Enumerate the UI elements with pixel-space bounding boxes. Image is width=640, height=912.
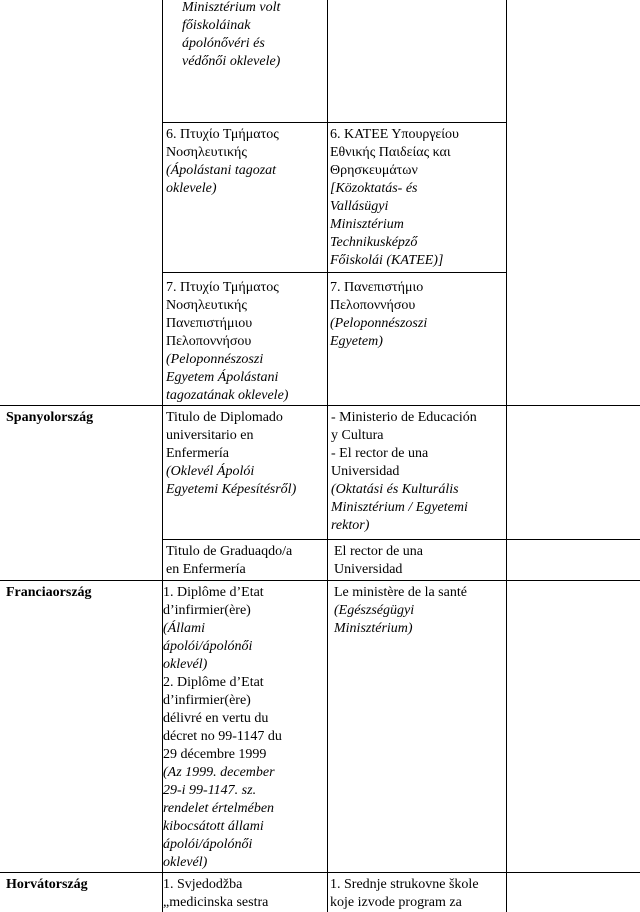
cell-text-line: ápolói/ápolónői (163, 639, 253, 654)
cell-text-line: y Cultura (331, 428, 384, 443)
cell-text-line: „medicinska sestra (163, 895, 269, 910)
col-divider-3 (506, 0, 507, 912)
cell-text-line: védőnői oklevele) (182, 54, 281, 69)
cell-text-line: (Oktatási és Kulturális (331, 482, 459, 497)
cell-text-line: Egyetem) (330, 334, 383, 349)
row-divider (0, 405, 640, 406)
cell-text-line: délivré en vertu du (163, 711, 269, 726)
cell-text-line: ápolónővéri és (182, 36, 265, 51)
row-spain-1-authority (331, 409, 477, 535)
row-france-authority (334, 584, 467, 638)
row-spain-2-qualification (166, 543, 292, 579)
row-divider (0, 872, 640, 873)
cell-text-line: Enfermería (166, 446, 229, 461)
row-greece-6-qualification (166, 126, 279, 198)
cell-text-line: 29 décembre 1999 (163, 747, 267, 762)
cell-text-line: Θρησκευμάτων (330, 163, 418, 178)
cell-text-line: d’infirmier(ère) (163, 603, 251, 618)
cell-text-line: Le ministère de la santé (334, 585, 467, 600)
cell-text-line: Πανεπιστήμιου (166, 316, 253, 331)
cell-text-line: főiskoláinak (182, 18, 251, 33)
col-divider-2 (327, 0, 328, 912)
row-croatia-country: Horvátország (6, 877, 88, 892)
cell-text-line: (Peloponnészoszi (330, 316, 428, 331)
row-spain-1-qualification (166, 409, 296, 499)
cell-text-line: Πελοποννήσου (330, 298, 416, 313)
cell-text-line: El rector de una (334, 544, 424, 559)
cell-text-line: (Egészségügyi (334, 603, 415, 618)
cell-text-line: 6. Πτυχίο Τμήματος (166, 127, 279, 142)
cell-text-line: Technikusképző (330, 235, 418, 250)
row-greece-7-authority (330, 279, 427, 351)
cell-text-line: (Állami (163, 621, 205, 636)
row-divider (0, 580, 640, 581)
cell-text-line: - Ministerio de Educación (331, 410, 477, 425)
cell-text-line: Πελοποννήσου (166, 334, 252, 349)
cell-text-line: d’infirmier(ère) (163, 693, 251, 708)
cell-text-line: Universidad (331, 464, 400, 479)
cell-text-line: Νοσηλευτικής (166, 298, 247, 313)
cell-text-line: tagozatának oklevele) (166, 388, 289, 403)
cell-text-line: 29-i 99-1147. sz. (163, 783, 257, 798)
cell-text-line: koje izvode program za (330, 895, 462, 910)
cell-text-line: Minisztérium (330, 217, 404, 232)
cell-text-line: Minisztérium volt (182, 0, 281, 15)
cell-text-line: oklevele) (166, 181, 217, 196)
row-divider (162, 272, 507, 273)
cell-text-line: Egyetemi Képesítésről) (166, 482, 297, 497)
cell-text-line: 6. ΚΑΤΕΕ Υπουργείου (330, 127, 459, 142)
cell-text-line: 1. Diplôme d’Etat (163, 585, 264, 600)
cell-text-line: Vallásügyi (330, 199, 389, 214)
cell-text-line: Egyetem Ápolástani (166, 370, 279, 385)
cell-text-line: 7. Πτυχίο Τμήματος (166, 280, 279, 295)
row-greece-6-authority (330, 126, 459, 270)
cell-text-line: kibocsátott állami (163, 819, 264, 834)
row-spain-2-authority (334, 543, 423, 579)
cell-text-line: Εθνικής Παιδείας και (330, 145, 451, 160)
cell-text-line: en Enfermería (166, 562, 246, 577)
cell-text-line: (Ápolástani tagozat (166, 163, 277, 178)
row-croatia-qualification (163, 876, 268, 912)
cell-text-line: universitario en (166, 428, 254, 443)
cell-text-line: Νοσηλευτικής (166, 145, 247, 160)
row-greece-cont-qualification (182, 0, 280, 71)
cell-text-line: Minisztérium / Egyetemi (331, 500, 468, 515)
row-divider (162, 539, 640, 540)
cell-text-line: 1. Svjedodžba (163, 877, 243, 892)
cell-text-line: décret no 99-1147 du (163, 729, 282, 744)
cell-text-line: Titulo de Graduaqdo/a (166, 544, 293, 559)
row-greece-7-qualification (166, 279, 288, 405)
row-france-country: Franciaország (6, 585, 92, 600)
cell-text-line: [Közoktatás- és (330, 181, 418, 196)
cell-text-line: 1. Srednje strukovne škole (330, 877, 479, 892)
cell-text-line: Titulo de Diplomado (166, 410, 283, 425)
cell-text-line: 7. Πανεπιστήμιο (330, 280, 424, 295)
cell-text-line: - El rector de una (331, 446, 429, 461)
row-france-qualification (163, 584, 282, 872)
cell-text-line: rektor) (331, 518, 370, 533)
cell-text-line: Minisztérium) (334, 621, 413, 636)
row-divider (162, 122, 507, 123)
cell-text-line: Universidad (334, 562, 403, 577)
cell-text-line: ápolói/ápolónői (163, 837, 253, 852)
cell-text-line: oklevél) (163, 657, 208, 672)
cell-text-line: (Oklevél Ápolói (166, 464, 255, 479)
cell-text-line: 2. Diplôme d’Etat (163, 675, 264, 690)
cell-text-line: (Peloponnészoszi (166, 352, 264, 367)
row-spain-country: Spanyolország (6, 410, 94, 425)
cell-text-line: oklevél) (163, 855, 208, 870)
cell-text-line: Főiskolái (KATEE)] (330, 253, 444, 268)
row-croatia-authority (330, 876, 479, 912)
cell-text-line: rendelet értelmében (163, 801, 275, 816)
cell-text-line: (Az 1999. december (163, 765, 275, 780)
